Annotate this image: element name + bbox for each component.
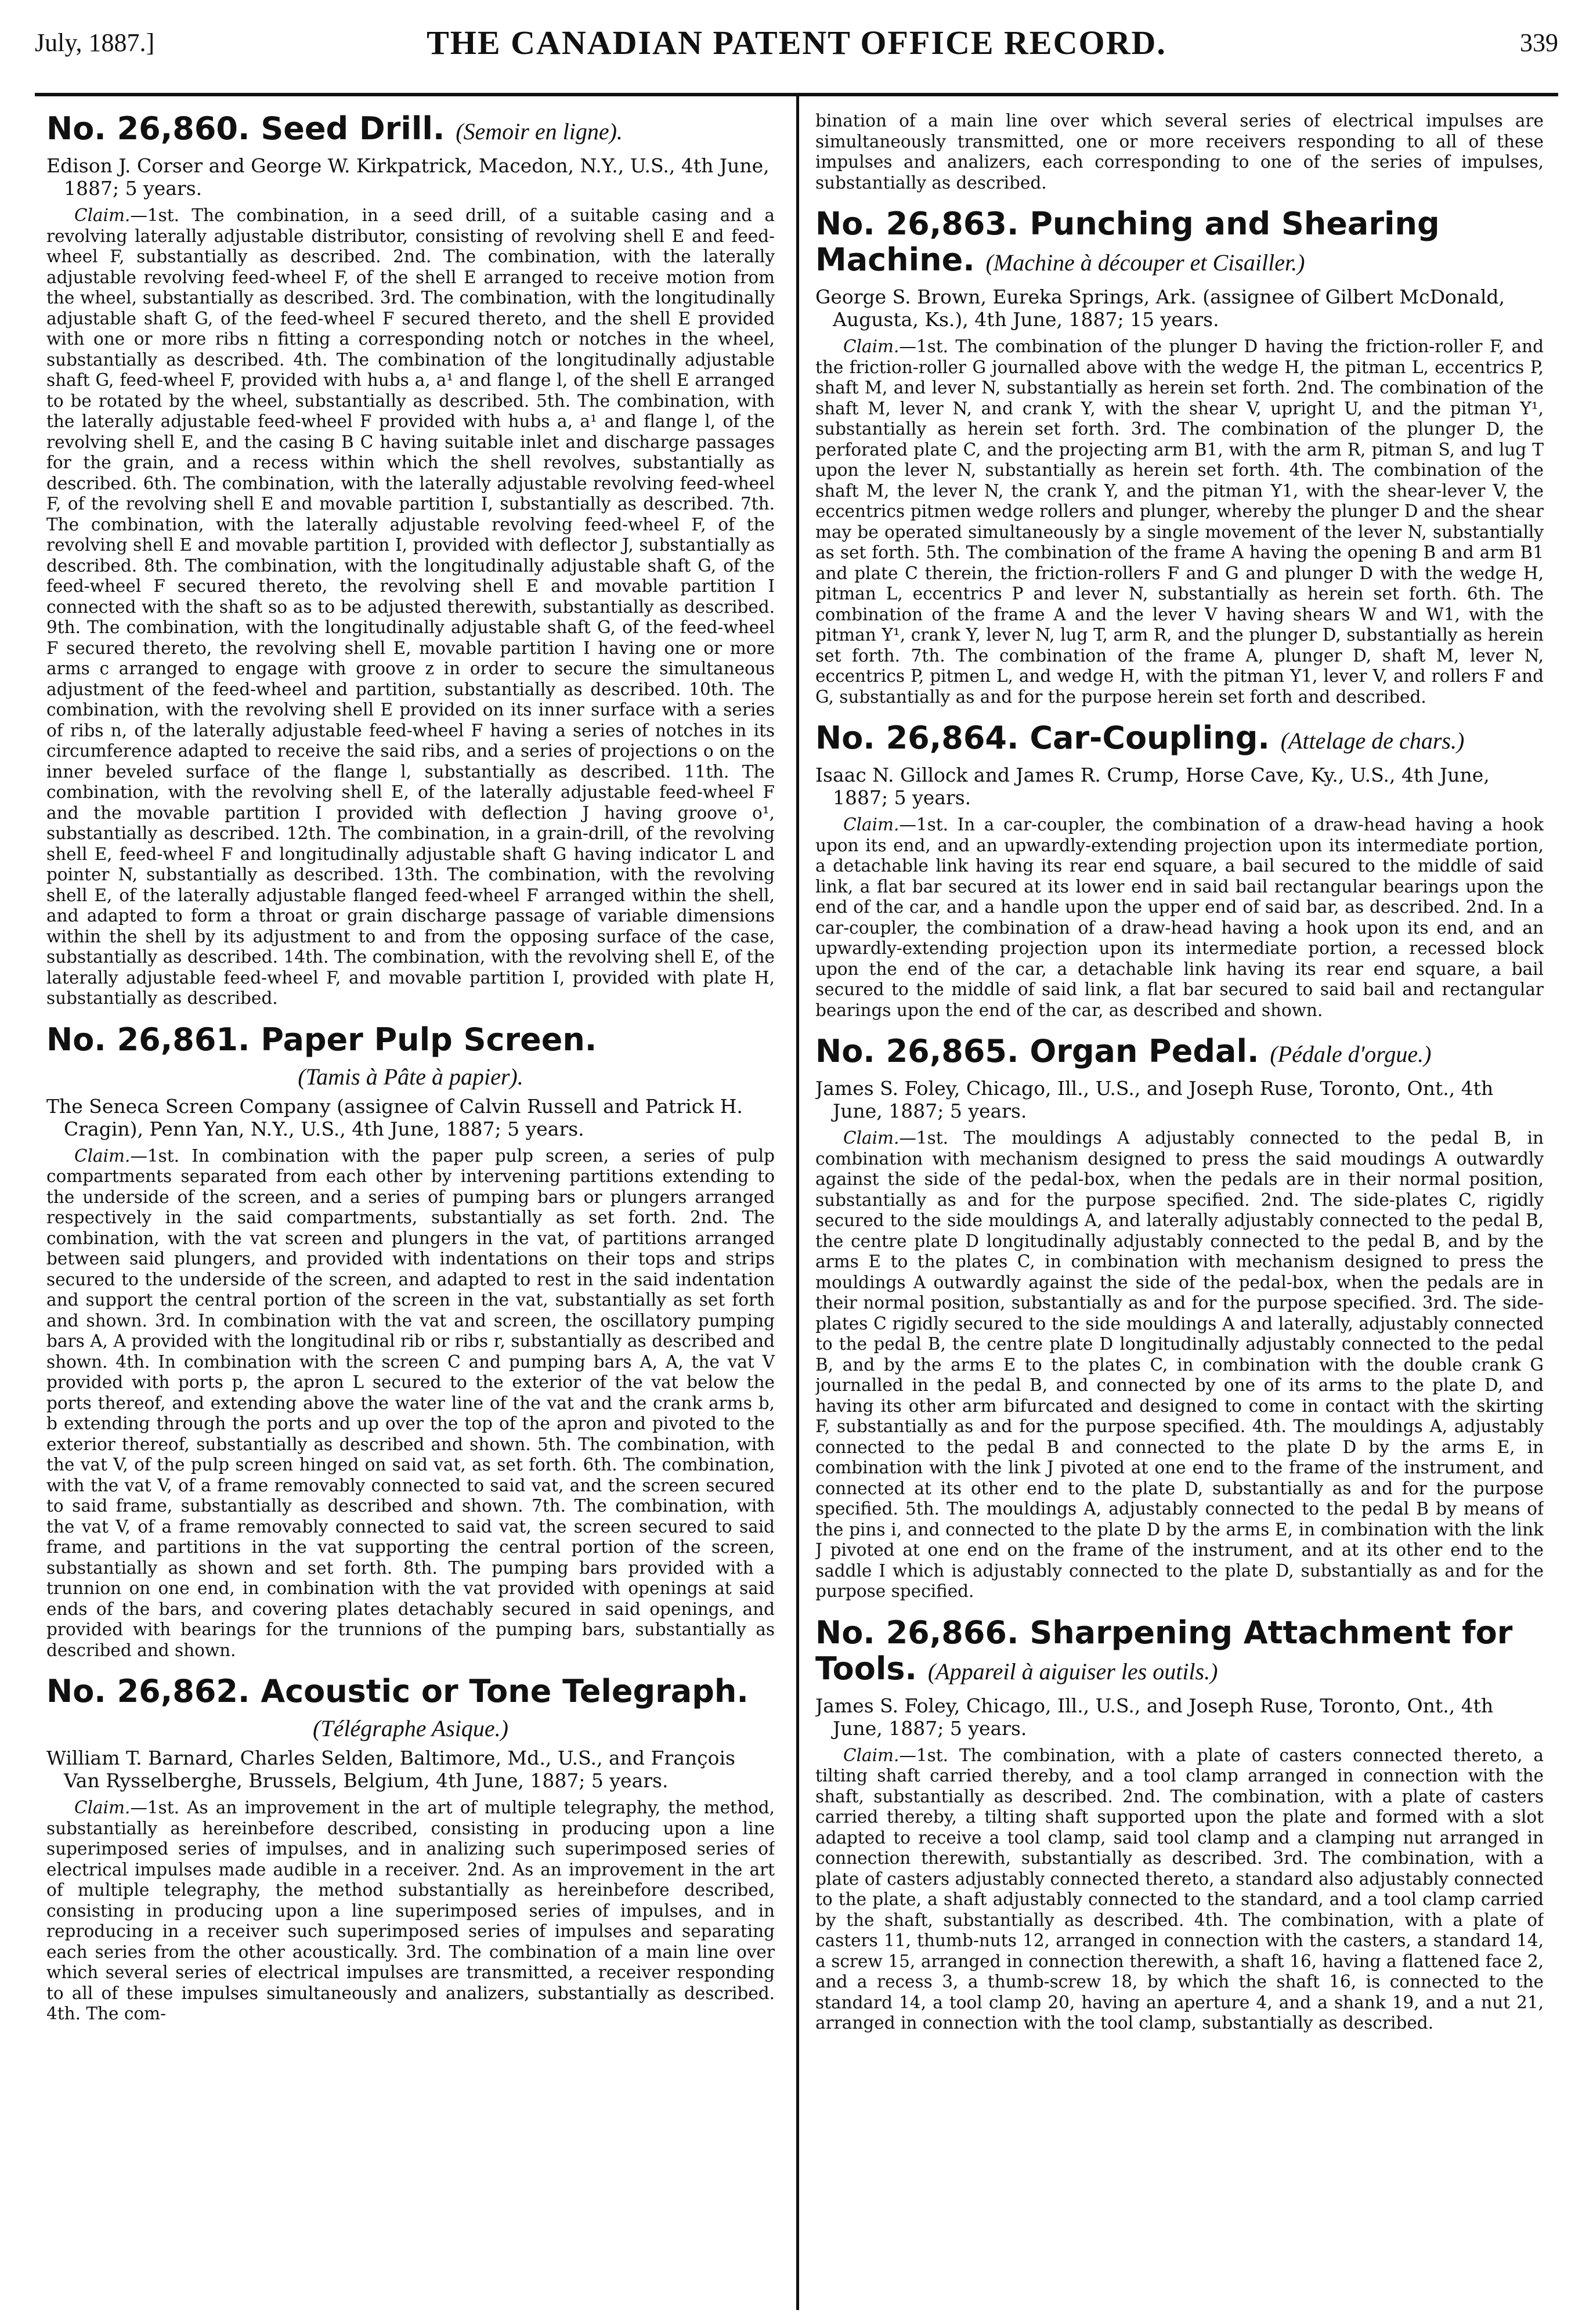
column-divider bbox=[796, 96, 799, 2310]
patent-title: Acoustic or Tone Telegraph. bbox=[261, 1673, 749, 1709]
patent-number: No. 26,862. bbox=[46, 1673, 250, 1709]
claim-text bbox=[815, 337, 1544, 707]
entry-heading bbox=[815, 1615, 1544, 1690]
running-header bbox=[35, 17, 1558, 70]
patent-title: Car-Coupling. bbox=[1030, 720, 1270, 756]
patent-entry-26861 bbox=[46, 1022, 775, 1661]
claim-text bbox=[815, 1128, 1544, 1602]
french-title: (Télégraphe Asique.) bbox=[313, 1715, 508, 1741]
patent-entry-26860 bbox=[46, 111, 775, 1009]
claim-label: Claim. bbox=[843, 337, 900, 356]
patent-title: Organ Pedal. bbox=[1030, 1033, 1259, 1069]
issue-date: July, 1887.] bbox=[35, 28, 155, 57]
claim-text bbox=[46, 1146, 775, 1661]
patentee: James S. Foley, Chicago, Ill., U.S., and Joseph Ruse, Toronto, Ont., 4th June, 1887; 5 years. bbox=[815, 1694, 1494, 1740]
patent-entry-26862 bbox=[46, 1674, 775, 2025]
patentee: The Seneca Screen Company (assignee of Calvin Russell and Patrick H. Cragin), Penn Yan, N.Y., U.S., 4th June, 1887; 5 years. bbox=[46, 1094, 743, 1140]
patent-number: No. 26,861. bbox=[46, 1021, 250, 1058]
entry-heading bbox=[815, 1033, 1544, 1072]
claim-body: —1st. The mouldings A adjustably connected to the pedal B, in combination with mechanism designed to press the said moudings A outwardly against the side of the pedal-box, when the pedals are in their normal position, substantially as and for the purpose specified. 2nd. The side-plates C, rigidly secured to the side mouldings A, and laterally adjustably connected to the pedal B, the centre plate D longitudinally adjustably connected to the pedal B, and by the arms E to the plates C, in combination with mechanism designed to press the mouldings A outwardly against the side of the pedal-box, when the pedals are in their normal position, substantially as and for the purpose specified. 3rd. The side-plates C rigidly secured to the side mouldings A and laterally, adjustably connected to the pedal B, the centre plate D longitudinally adjustably connected to the pedal B, and by the arms E to the plates C, in combination with the double crank G journalled in the pedal B, and connected by one of its arms to the plate D, and having its other arm bifurcated and designed to come in contact with the skirting F, substantially as and for the purpose specified. 4th. The mouldings A, adjustably connected to the pedal B and connected to the plate D by the arms E, in combination with the link J pivoted at one end to the frame of the instrument, and connected at its other end to the plate D, substantially as and for the purpose specified. 5th. The mouldings A, adjustably connected to the pedal B by means of the pins i, and connected to the plate D by the arms E, in combination with the link J pivoted at one end on the frame of the instrument, and at its other end to the saddle I which is adjustably connected to the plate D, substantially as and for the purpose specified. bbox=[815, 1128, 1544, 1601]
patent-title: Seed Drill. bbox=[261, 111, 445, 147]
claim-text bbox=[815, 815, 1544, 1021]
entry-heading bbox=[815, 720, 1544, 759]
entry-heading bbox=[46, 1022, 775, 1058]
patentee: George S. Brown, Eureka Springs, Ark. (assignee of Gilbert McDonald, Augusta, Ks.), 4th June, 1887; 15 years. bbox=[815, 285, 1505, 331]
patent-entry-26863 bbox=[815, 206, 1544, 707]
claim-label: Claim. bbox=[74, 1145, 131, 1166]
claim-text bbox=[46, 205, 775, 1009]
journal-title: THE CANADIAN PATENT OFFICE RECORD. bbox=[427, 24, 1166, 62]
claim-label: Claim. bbox=[74, 205, 131, 225]
french-title: (Appareil à aiguiser les outils.) bbox=[927, 1658, 1218, 1685]
patent-number: No. 26,866. bbox=[815, 1614, 1019, 1651]
patent-entry-26865 bbox=[815, 1033, 1544, 1602]
claim-label: Claim. bbox=[74, 1798, 131, 1817]
french-title: (Semoir en ligne). bbox=[456, 118, 623, 144]
french-title: (Attelage de chars.) bbox=[1280, 728, 1465, 754]
right-column bbox=[815, 111, 1544, 2307]
claim-body: —1st. The combination, in a seed drill, of a suitable casing and a revolving laterally adjustable distributor, consisting of revolving shell E and feed-wheel F, substantially as described. 2nd. The combination, with the laterally adjustable revolving feed-wheel F, of the shell E arranged to receive motion from the wheel, substantially as described. 3rd. The combination, with the longitudinally adjustable shaft G, of the feed-wheel F secured thereto, and the shell E provided with one or more ribs n fitting a corresponding notch or notches in the wheel, substantially as described. 4th. The combination of the longitudinally adjustable shaft G, feed-wheel F, provided with hubs a, a¹ and flange l, of the shell E arranged to be rotated by the wheel, substantially as described. 5th. The combination, with the laterally adjustable feed-wheel F provided with hubs a, a¹ and flange l, of the revolving shell E, and the casing B C having suitable inlet and discharge passages for the grain, and a recess within which the shell revolves, substantially as described. 6th. The combination, with the laterally adjustable revolving feed-wheel F, of the revolving shell E and movable partition I, substantially as described. 7th. The combination, with the laterally adjustable revolving feed-wheel F, of the revolving shell E and movable partition I, provided with deflector J, substantially as described. 8th. The combination, with the longitudinally adjustable shaft G, of the feed-wheel F secured thereto, the revolving shell E and movable partition I connected with the shaft so as to be adjusted therewith, substantially as described. 9th. The combination, with the longitudinally adjustable shaft G, of the feed-wheel F secured thereto, the revolving shell E, movable partition I having one or more arms c arranged to engage with groove z in order to secure the simultaneous adjustment of the feed-wheel and partition, substantially as described. 10th. The combination, with the revolving shell E provided on its inner surface with a series of ribs n, of the laterally adjustable feed-wheel F having a series of notches in its circumference adapted to receive the said ribs, and a series of projections o on the inner beveled surface of the flange l, substantially as described. 11th. The combination, with the revolving shell E, of the laterally adjustable feed-wheel F and the movable partition I provided with deflection J having groove o¹, substantially as described. 12th. The combination, in a grain-drill, of the revolving shell E, feed-wheel F and longitudinally adjustable shaft G having indicator L and pointer N, substantially as described. 13th. The combination, with the revolving shell E, of the laterally adjustable flanged feed-wheel F arranged within the shell, and adapted to form a throat or grain discharge passage of variable dimensions within the shell by its adjustment to and from the opposing surface of the case, substantially as described. 14th. The combination, with the revolving shell E, of the laterally adjustable feed-wheel F, and movable partition I, provided with plate H, substantially as described. bbox=[46, 205, 775, 1008]
claim-continuation: bination of a main line over which several series of electrical impulses are simultaneously transmitted, one or more receivers responding to all of these impulses and analizers, each corresponding to one of the series of impulses, substantially as described. bbox=[815, 111, 1544, 193]
claim-label: Claim. bbox=[843, 815, 900, 834]
claim-label: Claim. bbox=[843, 1745, 900, 1765]
patent-title: Punching and Shearing Machine. bbox=[815, 205, 1440, 278]
patentee: Isaac N. Gillock and James R. Crump, Horse Cave, Ky., U.S., 4th June, 1887; 5 years. bbox=[815, 764, 1490, 809]
entry-heading bbox=[46, 1674, 775, 1709]
claim-body: —1st. In a car-coupler, the combination of a draw-head having a hook upon its end, and an upwardly-extending projection upon its intermediate portion, a detachable link having its rear end square, a bail secured to the middle of said link, a flat bar secured at its lower end in said bail rectangular bearings upon the end of the car, and a handle upon the upper end of said bar, as described. 2nd. In a car-coupler, the combination of a draw-head having a hook upon its end, and an upwardly-extending projection upon its intermediate portion, a recessed block upon the end of the car, a detachable link having its rear end square, a bail secured to the middle of said link, a flat bar secured to said bail and rectangular bearings upon the end of the car, as described and shown. bbox=[815, 815, 1544, 1020]
claim-label: Claim. bbox=[843, 1128, 900, 1148]
patent-number: No. 26,863. bbox=[815, 205, 1019, 242]
claim-text bbox=[815, 1745, 1544, 2034]
claim-text bbox=[46, 1798, 775, 2025]
patent-number: No. 26,865. bbox=[815, 1033, 1019, 1069]
patent-number: No. 26,864. bbox=[815, 720, 1019, 756]
claim-body: —1st. In combination with the paper pulp screen, a series of pulp compartments separated from each other by intervening partitions extending to the underside of the screen, and a series of pumping bars or plungers arranged respectively in the said compartments, substantially as set forth. 2nd. The combination, with the vat screen and plungers in the vat, of partitions arranged between said plungers, and provided with indentations on their tops and strips secured to the underside of the screen, and adapted to rest in the said indentation and support the central portion of the screen in the vat, substantially as set forth and shown. 3rd. In combination with the vat and screen, the oscillatory pumping bars A, A provided with the longitudinal rib or ribs r, substantially as described and shown. 4th. In combination with the screen C and pumping bars A, A, the vat V provided with ports p, the apron L secured to the exterior of the vat below the ports thereof, and extending above the water line of the vat and the crank arms b, b extending through the ports and up over the top of the apron and pivoted to the exterior thereof, substantially as described and shown. 5th. The combination, with the vat V, of the pulp screen hinged on said vat, as set forth. 6th. The combination, with the vat V, of a frame removably connected to said vat, and the screen secured to said frame, substantially as described and shown. 7th. The combination, with the vat V, of a frame removably connected to said vat, the screen secured to said frame, and partitions in the vat supporting the central portion of the screen, substantially as shown and set forth. 8th. The pumping bars provided with a trunnion on one end, in combination with the vat provided with openings at said ends of the bars, and covering plates detachably secured in said openings, and provided with bearings for the trunnions of the pumping bars, substantially as described and shown. bbox=[46, 1145, 775, 1660]
continuation-block bbox=[815, 111, 1544, 193]
claim-body: —1st. The combination of the plunger D having the friction-roller F, and the friction-roller G journalled above with the wedge H, the pitman L, eccentrics P, shaft M, and lever N, substantially as herein set forth. 2nd. The combination of the shaft M, lever N, and crank Y, with the shear V, upright U, and the pitman Y¹, substantially as herein set forth. 3rd. The combination of the plunger D, the perforated plate C, and the projecting arm B1, with the arm R, pitman S, and lug T upon the lever N, substantially as herein set forth. 4th. The combination of the shaft M, the lever N, the crank Y, and the pitman Y1, with the shear-lever V, the eccentrics pitmen wedge rollers and plunger, whereby the plunger D and the shear may be operated simultaneously by a single movement of the lever N, substantially as set forth. 5th. The combination of the frame A having the opening B and arm B1 and plate C therein, the friction-rollers F and G and plunger D with the wedge H, pitman L, eccentrics P and lever N, substantially as herein set forth. 6th. The combination of the frame A and the lever V having shears W and W1, with the pitman Y¹, crank Y, lever N, lug T, arm R, and the plunger D, substantially as herein set forth. 7th. The combination of the frame A, plunger D, shaft M, lever N, eccentrics P, pitmen L, and wedge H, with the pitman Y1, lever V, and rollers F and G, substantially as and for the purpose herein set forth and described. bbox=[815, 337, 1544, 707]
french-title: (Machine à découper et Cisailler.) bbox=[985, 250, 1305, 276]
patentee: James S. Foley, Chicago, Ill., U.S., and Joseph Ruse, Toronto, Ont., 4th June, 1887; 5 years. bbox=[815, 1077, 1494, 1122]
french-title: (Tamis à Pâte à papier). bbox=[298, 1063, 523, 1090]
patent-title: Paper Pulp Screen. bbox=[261, 1021, 597, 1058]
patent-number: No. 26,860. bbox=[46, 111, 250, 147]
claim-body: —1st. The combination, with a plate of casters connected thereto, a tilting shaft carried thereby, and a tool clamp arranged in connection with the shaft, substantially as described. 2nd. The combination, with a plate of casters carried thereby, a tilting shaft supported upon the plate and formed with a slot adapted to receive a tool clamp, said tool clamp and a clamping nut arranged in connection therewith, substantially as described. 3rd. The combination, with a plate of casters adjustably connected thereto, a standard also adjustably connected to the plate, a shaft adjustably connected to the standard, and a tool clamp carried by the shaft, substantially as described. 4th. The combination, with a plate of casters 11, thumb-nuts 12, arranged in connection with the casters, a standard 14, a screw 15, arranged in connection therewith, a shaft 16, having a flattened face 2, and a recess 3, a thumb-screw 18, by which the shaft 16, is connected to the standard 14, a tool clamp 20, having an aperture 4, and a shank 19, and a nut 21, arranged in connection with the tool clamp, substantially as described. bbox=[815, 1745, 1544, 2033]
patentee: William T. Barnard, Charles Selden, Baltimore, Md., U.S., and François Van Rysselberghe, Brussels, Belgium, 4th June, 1887; 5 years. bbox=[46, 1747, 735, 1792]
patent-entry-26866 bbox=[815, 1615, 1544, 2034]
page-number: 339 bbox=[1520, 28, 1558, 57]
patent-title: Sharpening Attachment for Tools. bbox=[815, 1614, 1513, 1687]
left-column bbox=[46, 111, 775, 2307]
claim-body: —1st. As an improvement in the art of multiple telegraphy, the method, substantially as hereinbefore described, consisting in producing upon a line superimposed series of impulses, and in analizing such superimposed series of electrical impulses made audible in a receiver. 2nd. As an improvement in the art of multiple telegraphy, the method substantially as hereinbefore described, consisting in producing upon a line superimposed series of impulses, and in reproducing in a receiver such superimposed series of impulses and separating each series from the other acoustically. 3rd. The combination of a main line over which several series of electrical impulses are transmitted, a receiver responding to all of these impulses simultaneously and analizers, substantially as described. 4th. The com- bbox=[46, 1798, 775, 2023]
french-title: (Pédale d'orgue.) bbox=[1270, 1041, 1432, 1067]
patentee: Edison J. Corser and George W. Kirkpatrick, Macedon, N.Y., U.S., 4th June, 1887; 5 years. bbox=[46, 154, 770, 200]
patent-entry-26864 bbox=[815, 720, 1544, 1021]
entry-heading bbox=[815, 206, 1544, 281]
entry-heading bbox=[46, 111, 775, 150]
body-frame bbox=[35, 93, 1558, 2310]
